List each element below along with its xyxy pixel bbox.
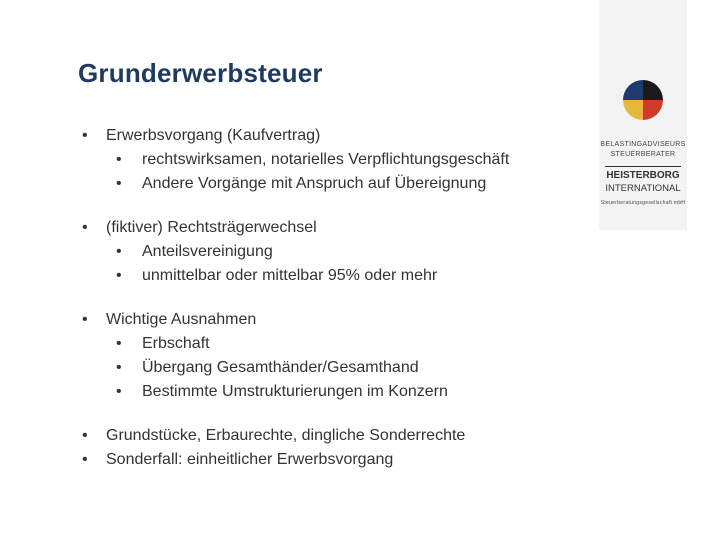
sub-list-item-text: Anteilsvereinigung (142, 243, 273, 260)
logo-red-segment (643, 100, 663, 120)
logo-divider (605, 166, 681, 167)
sub-list-item (80, 332, 590, 356)
list-item (80, 216, 590, 240)
firm-legal-form: Steuerberatungsgesellschaft mbH (600, 200, 686, 206)
sub-list-item-text: unmittelbar oder mittelbar 95% oder mehr (142, 267, 438, 284)
firm-name: HEISTERBORG (606, 170, 680, 181)
sub-list-item-text: Erbschaft (142, 335, 210, 352)
bullet-icon: • (116, 243, 122, 260)
logo-navy-segment (623, 80, 643, 100)
sub-list-item (80, 148, 590, 172)
bullet-icon: • (82, 127, 88, 144)
bullet-group-ausnahmen (80, 308, 590, 404)
logo-black-segment (643, 80, 663, 100)
bullet-icon: • (116, 383, 122, 400)
bullet-icon: • (82, 219, 88, 236)
bullet-icon: • (116, 267, 122, 284)
bullet-icon: • (116, 175, 122, 192)
sub-list-item-text: rechtswirksamen, notarielles Verpflichtungsgeschäft (142, 151, 510, 168)
logo-mark-icon (623, 80, 663, 120)
list-item (80, 124, 590, 148)
firm-line-steuerberater: STEUERBERATER (610, 151, 676, 158)
list-item-text: Wichtige Ausnahmen (106, 311, 257, 328)
list-item (80, 448, 590, 472)
sub-list-item-text: Bestimmte Umstrukturierungen im Konzern (142, 383, 448, 400)
sub-list-item-text: Andere Vorgänge mit Anspruch auf Übereignung (142, 175, 487, 192)
bullet-group-sonstiges (80, 424, 590, 472)
sub-list-item (80, 264, 590, 288)
bullet-list (80, 124, 590, 492)
bullet-icon: • (82, 311, 88, 328)
bullet-icon: • (116, 151, 122, 168)
firm-line-belastingadviseurs: BELASTINGADVISEURS (600, 141, 686, 148)
bullet-icon: • (116, 335, 122, 352)
logo-gold-segment (623, 100, 643, 120)
bullet-icon: • (82, 427, 88, 444)
sub-list-item (80, 240, 590, 264)
list-item-text: Grundstücke, Erbaurechte, dingliche Sonderrechte (106, 427, 466, 444)
firm-name-international: INTERNATIONAL (605, 183, 681, 194)
slide-title: Grunderwerbsteuer (78, 58, 323, 88)
list-item-text: Sonderfall: einheitlicher Erwerbsvorgang (106, 451, 394, 468)
list-item (80, 424, 590, 448)
list-item-text: Erwerbsvorgang (Kaufvertrag) (106, 127, 321, 144)
sub-list-item (80, 356, 590, 380)
sub-list-item (80, 380, 590, 404)
list-item (80, 308, 590, 332)
sub-list-item (80, 172, 590, 196)
bullet-group-rechtstraegerwechsel (80, 216, 590, 288)
bullet-icon: • (82, 451, 88, 468)
bullet-group-erwerbsvorgang (80, 124, 590, 196)
bullet-icon: • (116, 359, 122, 376)
list-item-text: (fiktiver) Rechtsträgerwechsel (106, 219, 317, 236)
company-logo (599, 0, 687, 230)
sub-list-item-text: Übergang Gesamthänder/Gesamthand (142, 359, 419, 376)
